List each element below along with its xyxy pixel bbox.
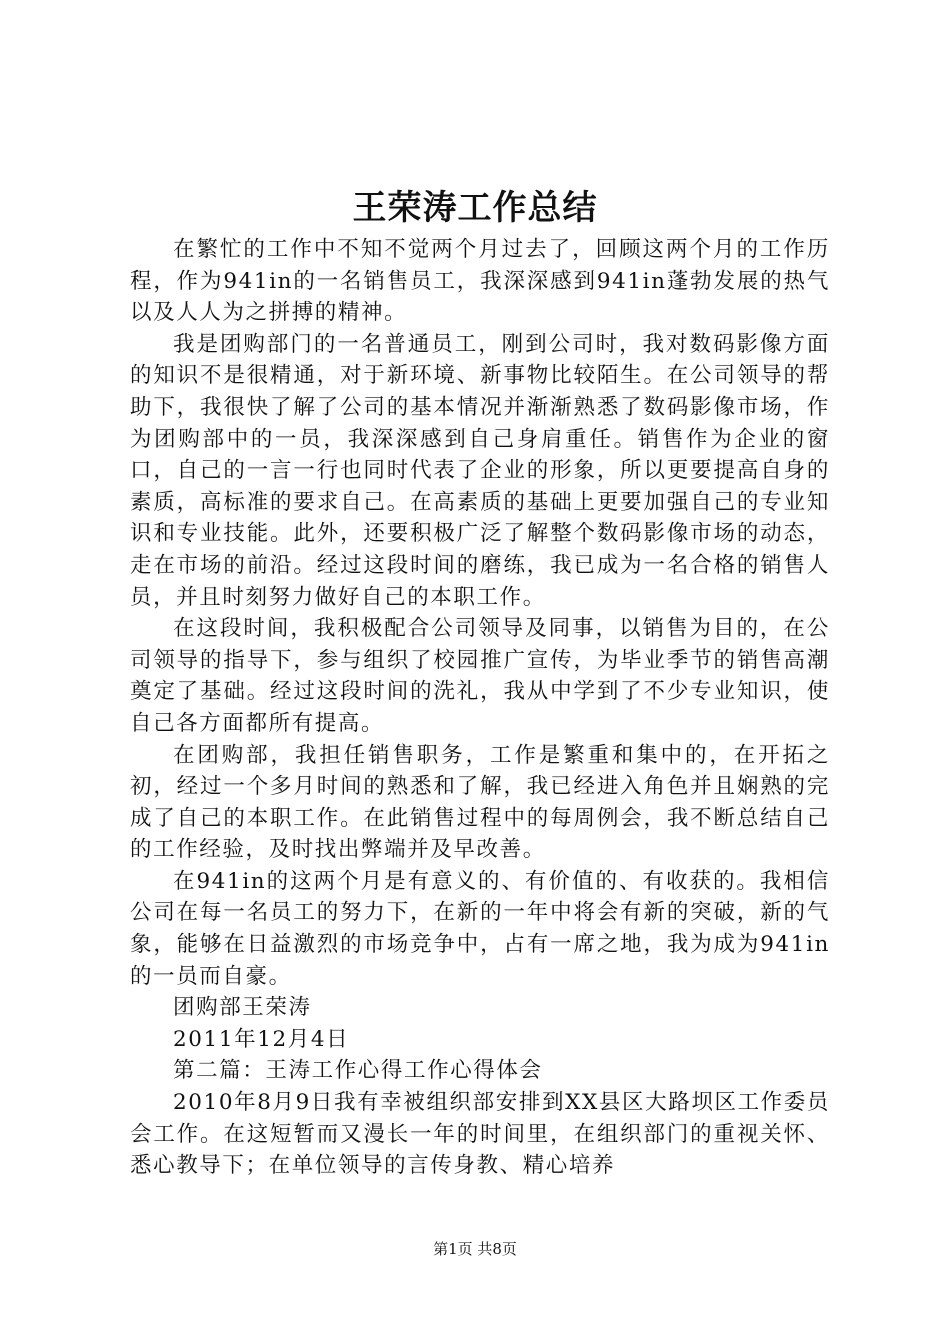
paragraph-3: 在这段时间，我积极配合公司领导及同事，以销售为目的，在公司领导的指导下，参与组织了校园推广宣传，为毕业季节的销售高潮奠定了基础。经过这段时间的洗礼，我从中学到了不少专业知识，使自己各方面都所有提高。 (130, 616, 830, 736)
signature-department: 团购部王荣涛 (173, 995, 312, 1021)
section-heading: 第二篇：王涛工作心得工作心得体会 (173, 1058, 543, 1084)
paragraph-6: 2010年8月9日我有幸被组织部安排到XX县区大路坝区工作委员会工作。在这短暂而又漫长一年的时间里，在组织部门的重视关怀、悉心教导下；在单位领导的言传身教、精心培养 (130, 1090, 830, 1179)
paragraph-4: 在团购部，我担任销售职务，工作是繁重和集中的，在开拓之初，经过一个多月时间的熟悉和了解，我已经进入角色并且娴熟的完成了自己的本职工作。在此销售过程中的每周例会，我不断总结自己的工作经验，及时找出弊端并及早改善。 (130, 742, 830, 863)
paragraph-2: 我是团购部门的一名普通员工，刚到公司时，我对数码影像方面的知识不是很精通，对于新环境、新事物比较陌生。在公司领导的帮助下，我很快了解了公司的基本情况并渐渐熟悉了数码影像市场，作为团购部中的一员，我深深感到自己身肩重任。销售作为企业的窗口，自己的一言一行也同时代表了企业的形象，所以更要提高自身的素质，高标准的要求自己。在高素质的基础上更要加强自己的专业知识和专业技能。此外，还要积极广泛了解整个数码影像市场的动态，走在市场的前沿。经过这段时间的磨练，我已成为一名合格的销售人员，并且时刻努力做好自己的本职工作。 (130, 331, 830, 610)
document-body (130, 234, 830, 1182)
document-title: 王荣涛工作总结 (352, 188, 598, 228)
signature-date: 2011年12月4日 (173, 1026, 350, 1052)
page-footer: 第1页 共8页 (433, 1240, 517, 1258)
paragraph-5: 在941in的这两个月是有意义的、有价值的、有收获的。我相信公司在每一名员工的努力下，在新的一年中将会有新的突破，新的气象，能够在日益激烈的市场竞争中，占有一席之地，我为成为941in的一员而自豪。 (130, 868, 830, 989)
paragraph-1: 在繁忙的工作中不知不觉两个月过去了，回顾这两个月的工作历程，作为941in的一名销售员工，我深深感到941in蓬勃发展的热气以及人人为之拼搏的精神。 (130, 237, 830, 326)
